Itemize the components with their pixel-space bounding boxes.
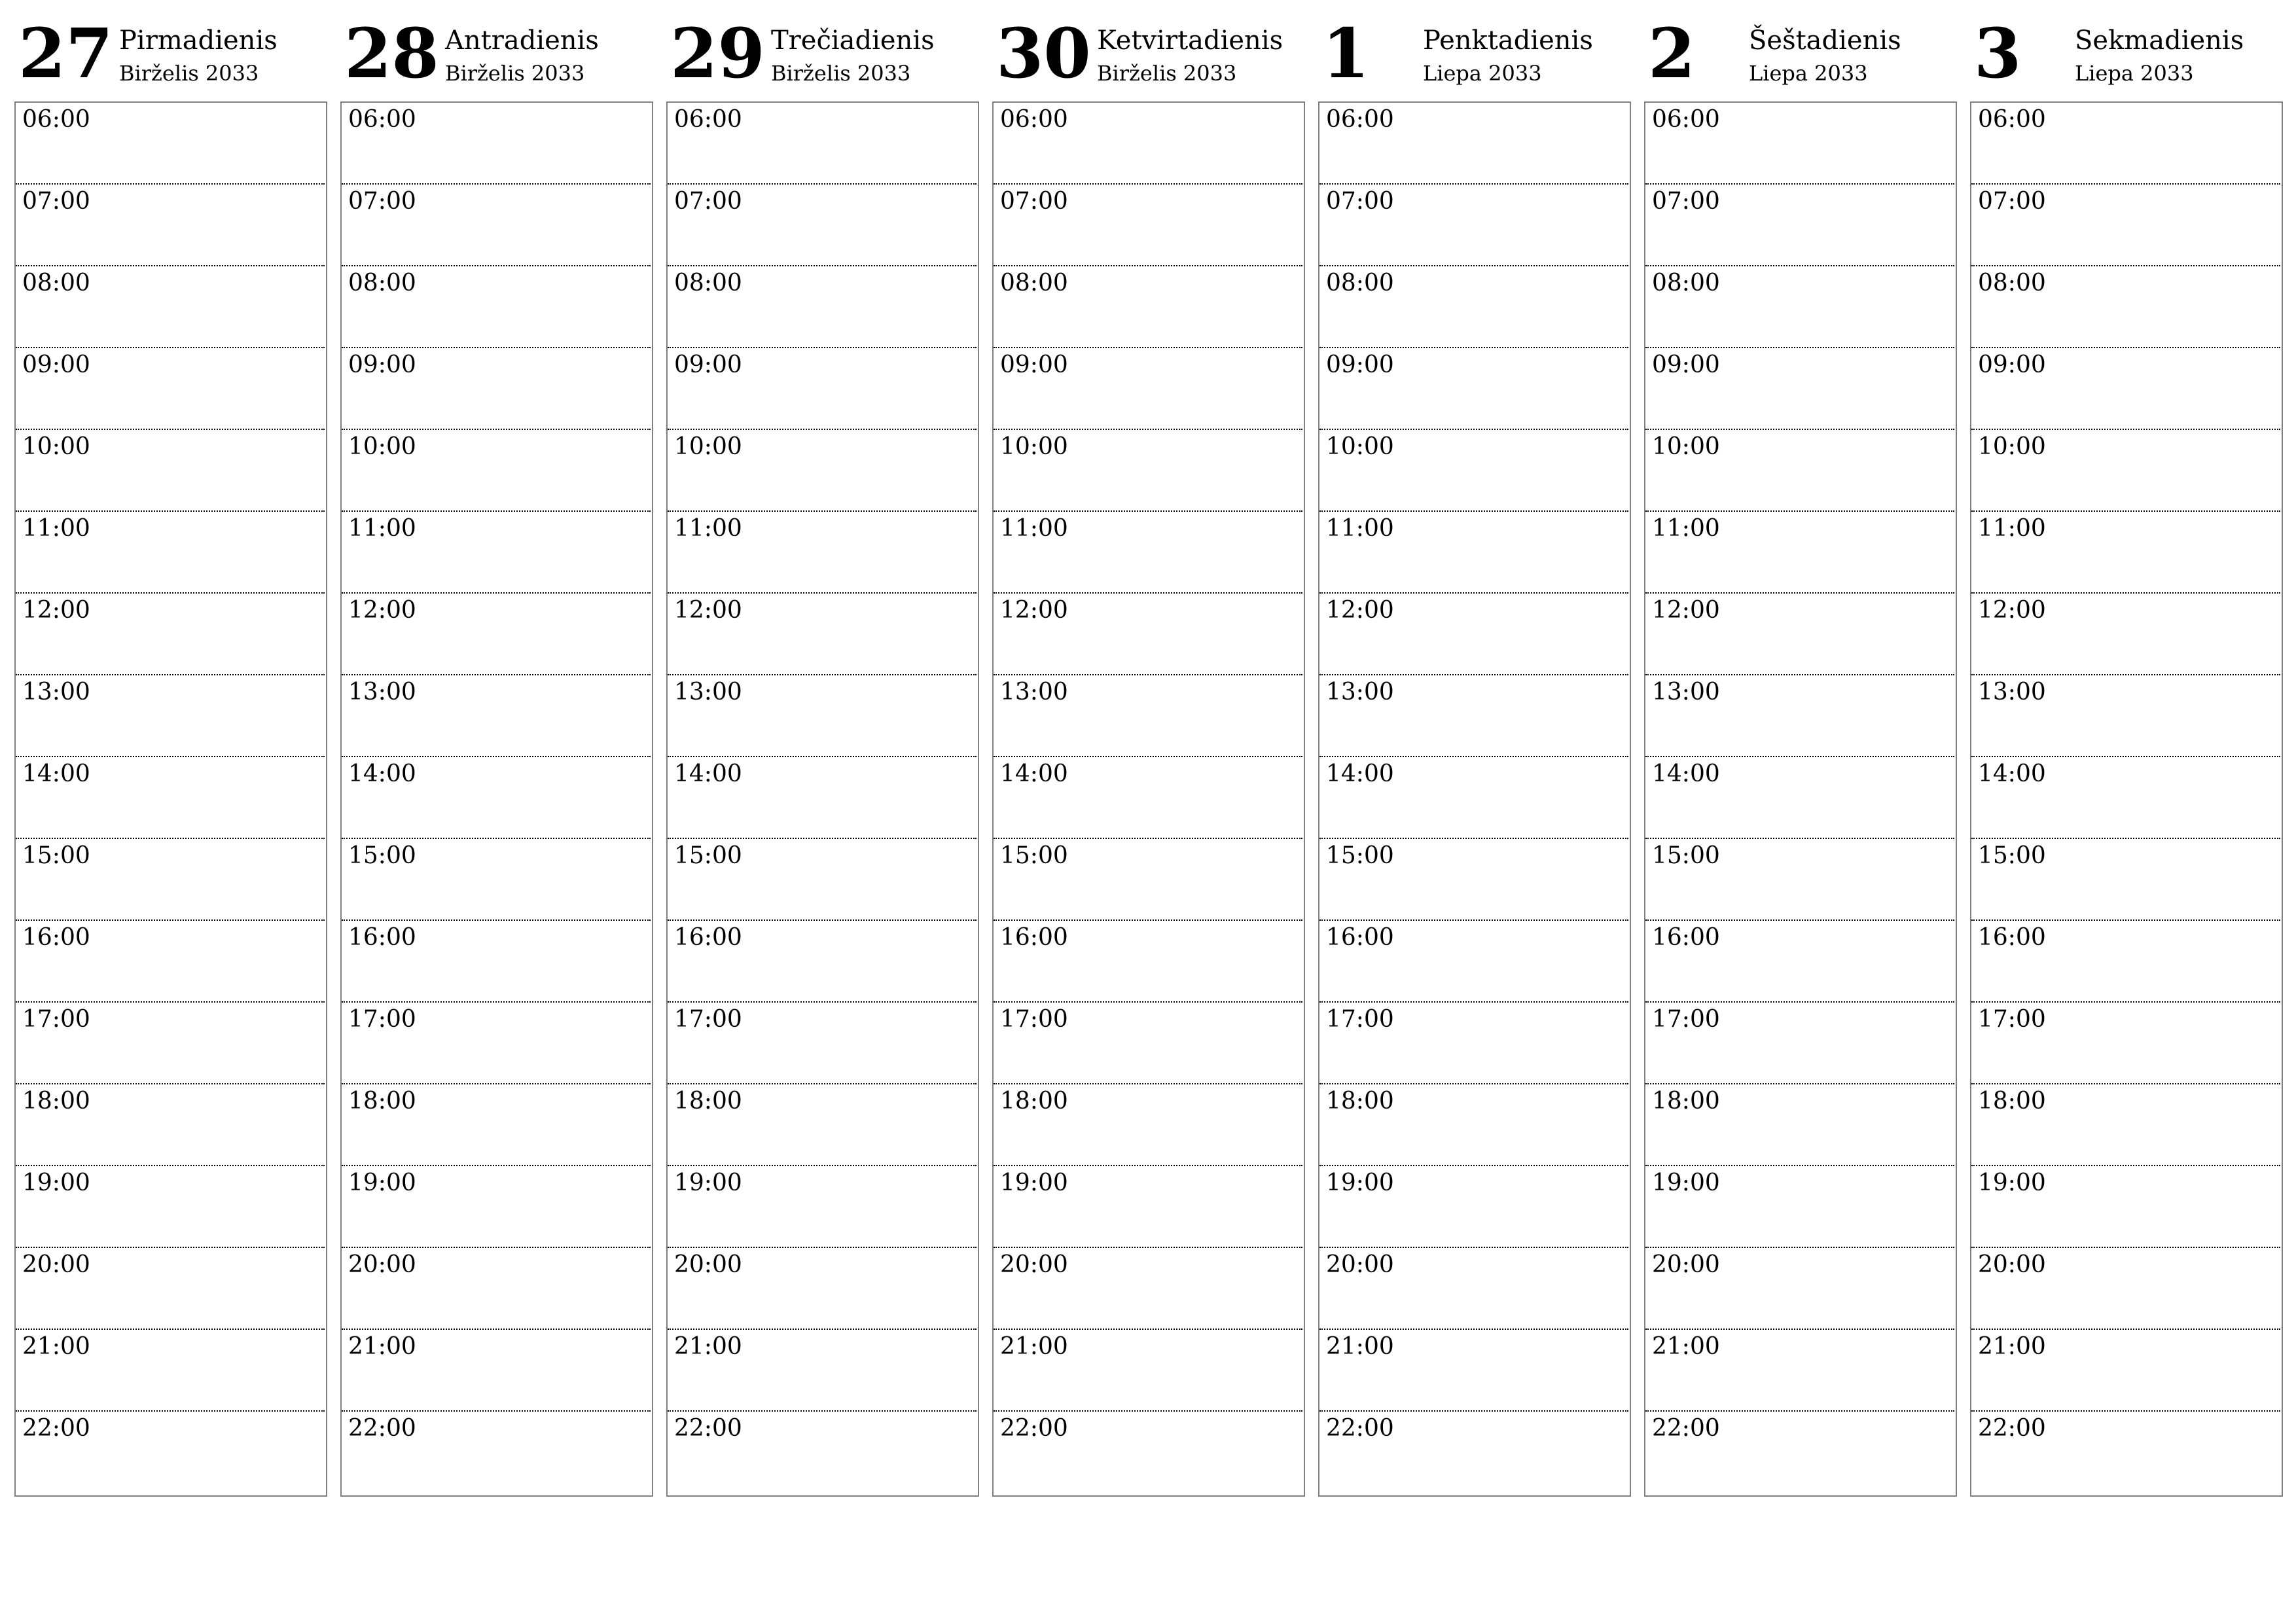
time-label: 15:00 [1652,842,1720,869]
day-schedule [340,101,653,1497]
time-slot[interactable] [668,1248,977,1330]
time-label: 10:00 [674,433,742,460]
time-slot[interactable] [342,1248,651,1330]
day-number: 27 [18,13,113,94]
time-slot[interactable] [16,103,325,185]
day-column [14,0,327,1442]
time-slot[interactable] [994,675,1302,757]
day-header [666,0,979,101]
time-slot[interactable] [1319,1003,1628,1084]
time-label: 22:00 [348,1415,416,1442]
time-slot[interactable] [342,430,651,512]
time-label: 18:00 [1652,1088,1720,1115]
time-label: 11:00 [1978,515,2046,542]
time-slot[interactable] [668,921,977,1003]
time-label: 16:00 [348,924,416,951]
time-label: 21:00 [1652,1333,1720,1360]
time-slot[interactable] [668,430,977,512]
time-slot[interactable] [342,757,651,839]
time-label: 11:00 [22,515,90,542]
day-number: 29 [670,13,765,94]
time-label: 15:00 [1978,842,2046,869]
day-column [340,0,653,1442]
time-label: 15:00 [348,842,416,869]
time-label: 10:00 [1978,433,2046,460]
time-slot[interactable] [16,757,325,839]
time-slot[interactable] [1971,1330,2280,1412]
time-label: 17:00 [348,1006,416,1033]
time-label: 16:00 [1652,924,1720,951]
time-label: 06:00 [348,106,416,133]
time-label: 16:00 [1000,924,1068,951]
time-label: 14:00 [1978,760,2046,787]
time-label: 12:00 [348,597,416,624]
day-column [992,0,1305,1442]
time-slot[interactable] [1971,512,2280,594]
time-label: 19:00 [22,1169,90,1196]
day-schedule [1644,101,1957,1497]
time-label: 22:00 [1000,1415,1068,1442]
time-slot[interactable] [1645,757,1954,839]
time-slot[interactable] [1645,1330,1954,1412]
time-label: 18:00 [348,1088,416,1115]
time-label: 06:00 [1326,106,1394,133]
time-slot[interactable] [342,266,651,348]
time-label: 10:00 [348,433,416,460]
time-slot[interactable] [994,757,1302,839]
time-slot[interactable] [1319,921,1628,1003]
time-label: 14:00 [1326,760,1394,787]
time-slot[interactable] [668,512,977,594]
time-slot[interactable] [994,430,1302,512]
time-label: 14:00 [348,760,416,787]
day-column [1970,0,2283,1442]
time-slot[interactable] [994,1330,1302,1412]
time-label: 16:00 [674,924,742,951]
time-label: 16:00 [1326,924,1394,951]
time-label: 21:00 [1326,1333,1394,1360]
day-header [14,0,327,101]
time-slot[interactable] [668,1003,977,1084]
time-slot[interactable] [1319,594,1628,675]
time-slot[interactable] [16,594,325,675]
day-month: Birželis 2033 [445,61,585,86]
time-slot[interactable] [994,1248,1302,1330]
day-number: 3 [1974,13,2022,94]
time-label: 17:00 [1326,1006,1394,1033]
time-slot[interactable] [16,839,325,921]
time-label: 20:00 [1978,1251,2046,1278]
time-slot[interactable] [994,103,1302,185]
time-slot[interactable] [668,348,977,430]
time-label: 11:00 [1652,515,1720,542]
time-label: 11:00 [348,515,416,542]
time-label: 21:00 [1000,1333,1068,1360]
time-slot[interactable] [994,1003,1302,1084]
time-label: 09:00 [1326,351,1394,378]
time-label: 20:00 [674,1251,742,1278]
time-slot[interactable] [1971,1003,2280,1084]
time-slot[interactable] [1971,103,2280,185]
time-label: 19:00 [1978,1169,2046,1196]
time-label: 09:00 [674,351,742,378]
time-slot[interactable] [1645,921,1954,1003]
time-slot[interactable] [994,594,1302,675]
time-slot[interactable] [668,185,977,266]
time-slot[interactable] [1971,430,2280,512]
day-schedule [666,101,979,1497]
time-slot[interactable] [342,348,651,430]
time-label: 19:00 [1000,1169,1068,1196]
time-slot[interactable] [16,1003,325,1084]
time-slot[interactable] [16,512,325,594]
time-label: 07:00 [1652,188,1720,215]
time-slot[interactable] [1645,103,1954,185]
time-slot[interactable] [342,1003,651,1084]
time-slot[interactable] [16,1330,325,1412]
day-schedule [1970,101,2283,1497]
time-slot[interactable] [1319,266,1628,348]
day-column [1318,0,1631,1442]
time-label: 13:00 [1978,679,2046,705]
time-slot[interactable] [342,103,651,185]
day-header [992,0,1305,101]
day-schedule [1318,101,1631,1497]
time-slot[interactable] [1319,839,1628,921]
time-slot[interactable] [1971,921,2280,1003]
time-slot[interactable] [994,266,1302,348]
day-schedule [992,101,1305,1497]
day-number: 28 [344,13,439,94]
time-slot[interactable] [16,430,325,512]
time-slot[interactable] [342,675,651,757]
time-slot[interactable] [1319,1412,1628,1493]
time-label: 06:00 [674,106,742,133]
time-slot[interactable] [668,1330,977,1412]
time-slot[interactable] [1319,348,1628,430]
time-slot[interactable] [1971,185,2280,266]
time-label: 22:00 [674,1415,742,1442]
day-weekday: Penktadienis [1423,26,1593,56]
time-label: 18:00 [674,1088,742,1115]
time-label: 06:00 [1978,106,2046,133]
time-label: 12:00 [674,597,742,624]
time-slot[interactable] [1645,1412,1954,1493]
time-label: 15:00 [674,842,742,869]
time-slot[interactable] [1645,839,1954,921]
time-slot[interactable] [1319,103,1628,185]
time-label: 21:00 [22,1333,90,1360]
time-label: 08:00 [674,270,742,296]
time-label: 20:00 [1326,1251,1394,1278]
time-slot[interactable] [1645,1248,1954,1330]
time-slot[interactable] [1971,266,2280,348]
time-label: 08:00 [22,270,90,296]
time-label: 19:00 [1652,1169,1720,1196]
time-label: 08:00 [1978,270,2046,296]
time-slot[interactable] [1319,1084,1628,1166]
time-label: 11:00 [1000,515,1068,542]
day-header [1318,0,1631,101]
time-slot[interactable] [994,839,1302,921]
time-slot[interactable] [342,185,651,266]
day-month: Liepa 2033 [2075,61,2194,86]
time-label: 14:00 [1000,760,1068,787]
day-column [1644,0,1957,1442]
time-slot[interactable] [1971,1248,2280,1330]
day-month: Birželis 2033 [771,61,911,86]
time-label: 06:00 [22,106,90,133]
day-weekday: Šeštadienis [1749,26,1901,56]
time-label: 20:00 [1000,1251,1068,1278]
time-slot[interactable] [1971,1412,2280,1493]
time-slot[interactable] [1971,757,2280,839]
time-slot[interactable] [1645,430,1954,512]
time-label: 12:00 [1652,597,1720,624]
time-label: 07:00 [22,188,90,215]
time-label: 09:00 [1978,351,2046,378]
day-number: 30 [996,13,1091,94]
time-slot[interactable] [668,103,977,185]
time-label: 07:00 [1326,188,1394,215]
time-slot[interactable] [1645,1166,1954,1248]
time-label: 19:00 [674,1169,742,1196]
time-label: 09:00 [348,351,416,378]
day-schedule [14,101,327,1497]
day-month: Birželis 2033 [119,61,259,86]
time-label: 22:00 [22,1415,90,1442]
time-label: 09:00 [1000,351,1068,378]
time-label: 14:00 [674,760,742,787]
time-label: 22:00 [1652,1415,1720,1442]
time-label: 20:00 [348,1251,416,1278]
time-slot[interactable] [994,348,1302,430]
time-label: 17:00 [22,1006,90,1033]
day-column [666,0,979,1442]
time-label: 08:00 [348,270,416,296]
day-month: Liepa 2033 [1423,61,1542,86]
time-label: 08:00 [1652,270,1720,296]
time-slot[interactable] [16,675,325,757]
time-label: 18:00 [1326,1088,1394,1115]
time-label: 12:00 [1000,597,1068,624]
time-slot[interactable] [668,675,977,757]
time-label: 08:00 [1326,270,1394,296]
time-label: 21:00 [348,1333,416,1360]
time-label: 06:00 [1652,106,1720,133]
day-header [1970,0,2283,101]
time-slot[interactable] [1319,1330,1628,1412]
time-slot[interactable] [342,921,651,1003]
time-slot[interactable] [342,1166,651,1248]
time-label: 16:00 [22,924,90,951]
time-label: 12:00 [1326,597,1394,624]
time-slot[interactable] [342,1412,651,1493]
time-slot[interactable] [994,1412,1302,1493]
time-slot[interactable] [1645,512,1954,594]
time-slot[interactable] [1971,839,2280,921]
day-weekday: Trečiadienis [771,26,935,56]
time-slot[interactable] [16,921,325,1003]
time-label: 13:00 [22,679,90,705]
time-label: 13:00 [1652,679,1720,705]
day-header [1644,0,1957,101]
time-slot[interactable] [994,1084,1302,1166]
day-month: Birželis 2033 [1097,61,1237,86]
time-slot[interactable] [1971,1084,2280,1166]
time-label: 10:00 [1000,433,1068,460]
time-slot[interactable] [1645,185,1954,266]
time-slot[interactable] [994,512,1302,594]
day-month: Liepa 2033 [1749,61,1868,86]
time-slot[interactable] [994,1166,1302,1248]
time-label: 17:00 [674,1006,742,1033]
time-slot[interactable] [1645,594,1954,675]
time-label: 21:00 [1978,1333,2046,1360]
day-number: 1 [1322,13,1370,94]
time-label: 18:00 [22,1088,90,1115]
time-label: 17:00 [1978,1006,2046,1033]
time-slot[interactable] [16,185,325,266]
time-label: 09:00 [1652,351,1720,378]
time-label: 13:00 [674,679,742,705]
time-label: 21:00 [674,1333,742,1360]
time-slot[interactable] [1319,1166,1628,1248]
time-slot[interactable] [1319,757,1628,839]
time-slot[interactable] [1971,1166,2280,1248]
time-label: 20:00 [1652,1251,1720,1278]
time-label: 14:00 [22,760,90,787]
time-label: 18:00 [1978,1088,2046,1115]
time-slot[interactable] [1971,348,2280,430]
time-slot[interactable] [16,1412,325,1493]
time-slot[interactable] [668,757,977,839]
time-slot[interactable] [16,1084,325,1166]
time-label: 10:00 [22,433,90,460]
time-slot[interactable] [16,1166,325,1248]
time-label: 17:00 [1652,1006,1720,1033]
time-label: 07:00 [674,188,742,215]
time-label: 13:00 [1326,679,1394,705]
time-slot[interactable] [668,1084,977,1166]
time-slot[interactable] [1645,1084,1954,1166]
time-label: 06:00 [1000,106,1068,133]
time-label: 19:00 [348,1169,416,1196]
day-weekday: Pirmadienis [119,26,278,56]
time-slot[interactable] [668,594,977,675]
time-label: 19:00 [1326,1169,1394,1196]
time-slot[interactable] [342,839,651,921]
time-slot[interactable] [342,594,651,675]
time-slot[interactable] [994,921,1302,1003]
time-label: 11:00 [1326,515,1394,542]
time-slot[interactable] [994,185,1302,266]
time-label: 13:00 [1000,679,1068,705]
time-slot[interactable] [1319,1248,1628,1330]
time-label: 20:00 [22,1251,90,1278]
day-header [340,0,653,101]
time-label: 07:00 [1978,188,2046,215]
time-label: 12:00 [22,597,90,624]
time-slot[interactable] [668,1166,977,1248]
time-slot[interactable] [1645,675,1954,757]
time-slot[interactable] [668,839,977,921]
time-label: 12:00 [1978,597,2046,624]
time-label: 15:00 [1000,842,1068,869]
time-label: 09:00 [22,351,90,378]
time-slot[interactable] [1319,185,1628,266]
time-label: 07:00 [348,188,416,215]
time-slot[interactable] [342,1084,651,1166]
time-label: 17:00 [1000,1006,1068,1033]
time-label: 13:00 [348,679,416,705]
time-slot[interactable] [668,266,977,348]
time-label: 22:00 [1326,1415,1394,1442]
time-label: 15:00 [22,842,90,869]
time-slot[interactable] [16,348,325,430]
time-label: 11:00 [674,515,742,542]
time-slot[interactable] [1971,675,2280,757]
time-label: 14:00 [1652,760,1720,787]
time-slot[interactable] [16,266,325,348]
time-slot[interactable] [1319,675,1628,757]
time-slot[interactable] [1971,594,2280,675]
time-slot[interactable] [668,1412,977,1493]
time-slot[interactable] [16,1248,325,1330]
day-weekday: Ketvirtadienis [1097,26,1283,56]
time-slot[interactable] [1319,512,1628,594]
time-label: 15:00 [1326,842,1394,869]
day-weekday: Antradienis [445,26,599,56]
day-number: 2 [1648,13,1696,94]
day-weekday: Sekmadienis [2075,26,2244,56]
time-label: 22:00 [1978,1415,2046,1442]
time-label: 08:00 [1000,270,1068,296]
time-slot[interactable] [1645,1003,1954,1084]
time-slot[interactable] [342,1330,651,1412]
time-slot[interactable] [1645,348,1954,430]
time-label: 10:00 [1652,433,1720,460]
time-label: 18:00 [1000,1088,1068,1115]
time-slot[interactable] [1645,266,1954,348]
time-label: 10:00 [1326,433,1394,460]
time-label: 16:00 [1978,924,2046,951]
time-slot[interactable] [342,512,651,594]
time-slot[interactable] [1319,430,1628,512]
time-label: 07:00 [1000,188,1068,215]
